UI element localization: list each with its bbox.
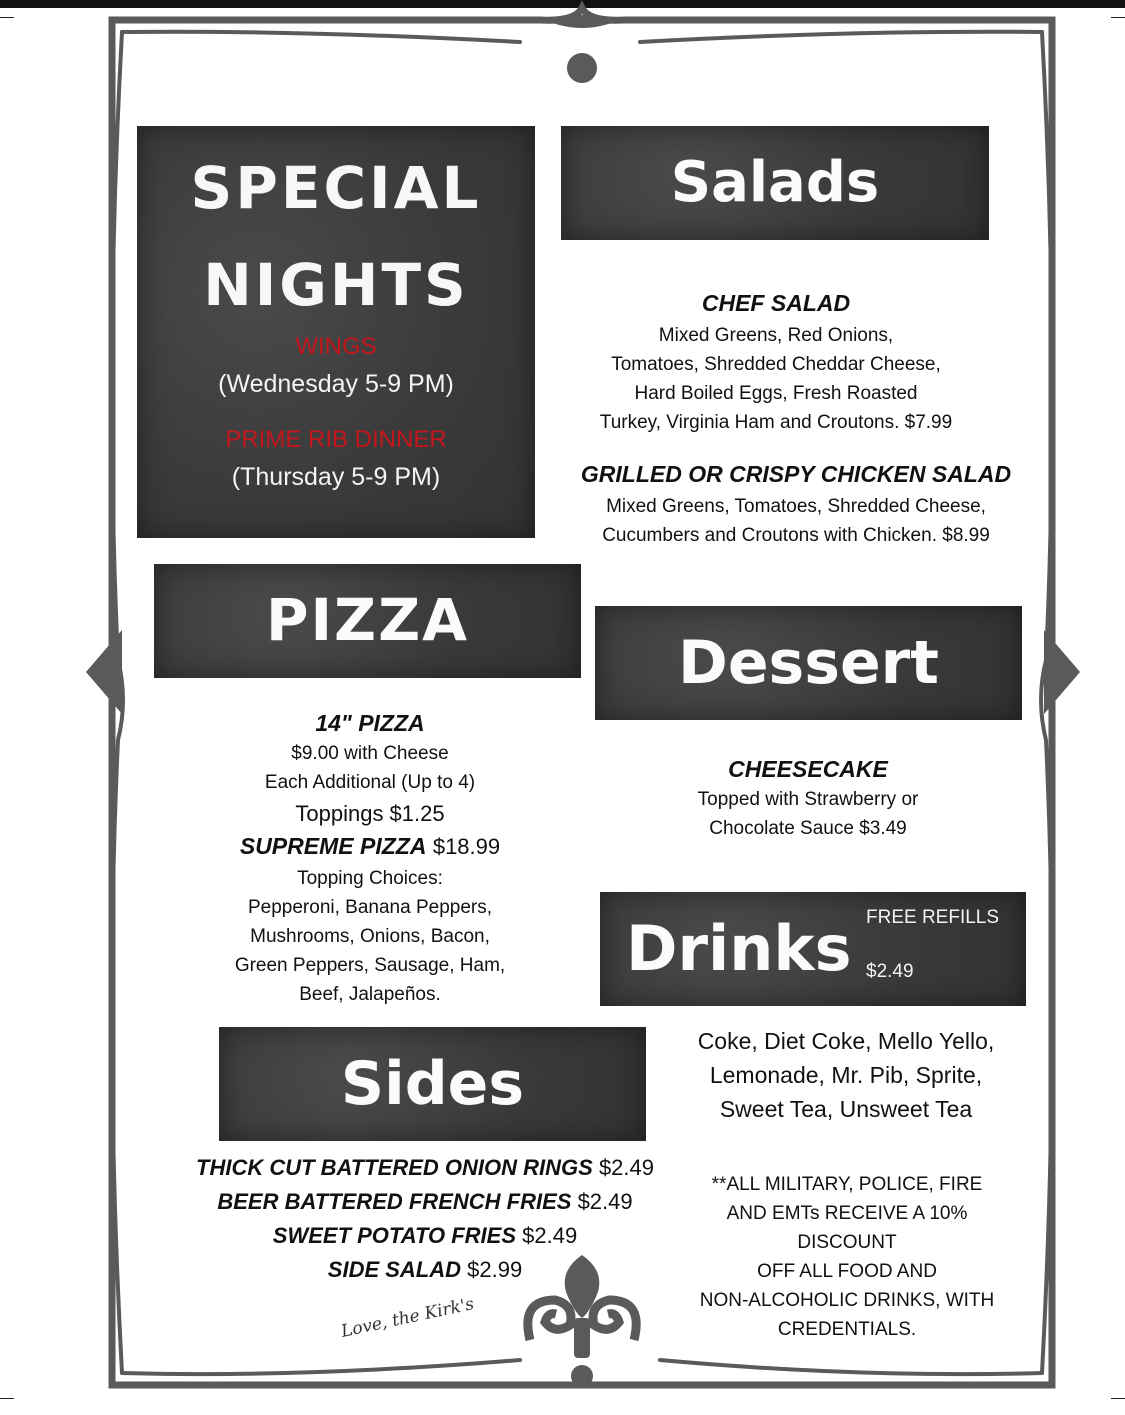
supreme-pizza-price: $18.99 — [432, 834, 501, 859]
wings-time: (Wednesday 5-9 PM) — [218, 370, 454, 398]
sides-board — [219, 1027, 646, 1141]
sides-heading: Sides — [340, 1049, 525, 1119]
discount-line: NON-ALCOHOLIC DRINKS, WITH — [699, 1290, 995, 1311]
drinks-price: $2.49 — [866, 961, 914, 982]
pizza-14-desc: $9.00 with Cheese — [291, 743, 449, 764]
side-price: $2.49 — [522, 1223, 578, 1248]
cheesecake-desc: Topped with Strawberry or — [697, 789, 919, 810]
chicken-salad-desc: Cucumbers and Croutons with Chicken. $8.99 — [602, 525, 990, 546]
drinks-heading: Drinks — [626, 912, 852, 985]
side-name: SIDE SALAD — [327, 1257, 462, 1282]
drinks-line: Coke, Diet Coke, Mello Yello, — [697, 1028, 995, 1054]
pizza-14-desc: Each Additional (Up to 4) — [264, 772, 476, 793]
drinks-line: Sweet Tea, Unsweet Tea — [719, 1096, 973, 1122]
sides-list — [140, 1151, 710, 1287]
side-price: $2.49 — [598, 1155, 654, 1180]
discount-line: AND EMTs RECEIVE A 10% — [726, 1203, 968, 1224]
cheesecake-name: CHEESECAKE — [728, 756, 888, 782]
side-price: $2.49 — [577, 1189, 633, 1214]
special-title-line2: NIGHTS — [203, 251, 469, 319]
cheesecake-desc: Chocolate Sauce $3.49 — [709, 818, 907, 839]
chef-salad-desc: Hard Boiled Eggs, Fresh Roasted — [634, 383, 918, 404]
discount-line: OFF ALL FOOD AND — [757, 1261, 937, 1282]
drinks-list — [646, 1024, 1046, 1126]
pizza-14-name: 14" PIZZA — [315, 710, 425, 736]
free-refills-label: FREE REFILLS — [866, 907, 1000, 928]
chicken-salad-name: GRILLED OR CRISPY CHICKEN SALAD — [580, 461, 1012, 487]
pizza-14-desc: Toppings $1.25 — [295, 801, 445, 826]
chef-salad-name: CHEF SALAD — [701, 290, 851, 316]
salads-board — [561, 126, 989, 240]
dessert-heading: Dessert — [678, 628, 939, 698]
side-item — [140, 1253, 710, 1287]
wings-label: WINGS — [295, 333, 377, 360]
side-name: THICK CUT BATTERED ONION RINGS — [196, 1155, 593, 1180]
side-item — [140, 1185, 710, 1219]
prime-rib-label: PRIME RIB DINNER — [225, 426, 447, 453]
side-price: $2.99 — [467, 1257, 523, 1282]
chef-salad-desc: Tomatoes, Shredded Cheddar Cheese, — [611, 354, 941, 375]
chef-salad-desc: Turkey, Virginia Ham and Croutons. $7.99 — [599, 412, 953, 433]
supreme-pizza-name: SUPREME PIZZA — [239, 833, 427, 859]
pizza-heading: PIZZA — [265, 586, 470, 654]
side-name: SWEET POTATO FRIES — [272, 1223, 517, 1248]
topping-line: Beef, Jalapeños. — [299, 984, 441, 1005]
ornament-dot-top — [567, 53, 597, 83]
salads-heading: Salads — [670, 150, 880, 215]
topping-line: Pepperoni, Banana Peppers, — [247, 897, 492, 918]
side-item — [140, 1151, 710, 1185]
cheesecake-block — [608, 756, 1008, 843]
chicken-salad-block — [556, 461, 1036, 550]
discount-note — [672, 1170, 1022, 1344]
drinks-line: Lemonade, Mr. Pib, Sprite, — [709, 1062, 983, 1088]
discount-line: **ALL MILITARY, POLICE, FIRE — [711, 1174, 983, 1195]
topping-line: Topping Choices: — [297, 868, 443, 889]
special-nights-board — [137, 126, 535, 538]
chicken-salad-desc: Mixed Greens, Tomatoes, Shredded Cheese, — [606, 496, 986, 517]
topping-line: Mushrooms, Onions, Bacon, — [250, 926, 490, 947]
pizza-board — [154, 564, 581, 678]
pizza-block — [170, 710, 570, 1009]
side-name: BEER BATTERED FRENCH FRIES — [217, 1189, 572, 1214]
dessert-board — [595, 606, 1022, 720]
side-item — [140, 1219, 710, 1253]
signature: Love, the Kirk's — [339, 1294, 476, 1342]
chef-salad-desc: Mixed Greens, Red Onions, — [658, 325, 894, 346]
discount-line: CREDENTIALS. — [777, 1319, 917, 1340]
chef-salad-block — [566, 290, 986, 437]
prime-rib-time: (Thursday 5-9 PM) — [231, 463, 441, 491]
topping-line: Green Peppers, Sausage, Ham, — [234, 955, 506, 976]
special-title-line1: SPECIAL — [190, 154, 482, 222]
drinks-board — [600, 892, 1026, 1006]
discount-line: DISCOUNT — [797, 1232, 897, 1253]
